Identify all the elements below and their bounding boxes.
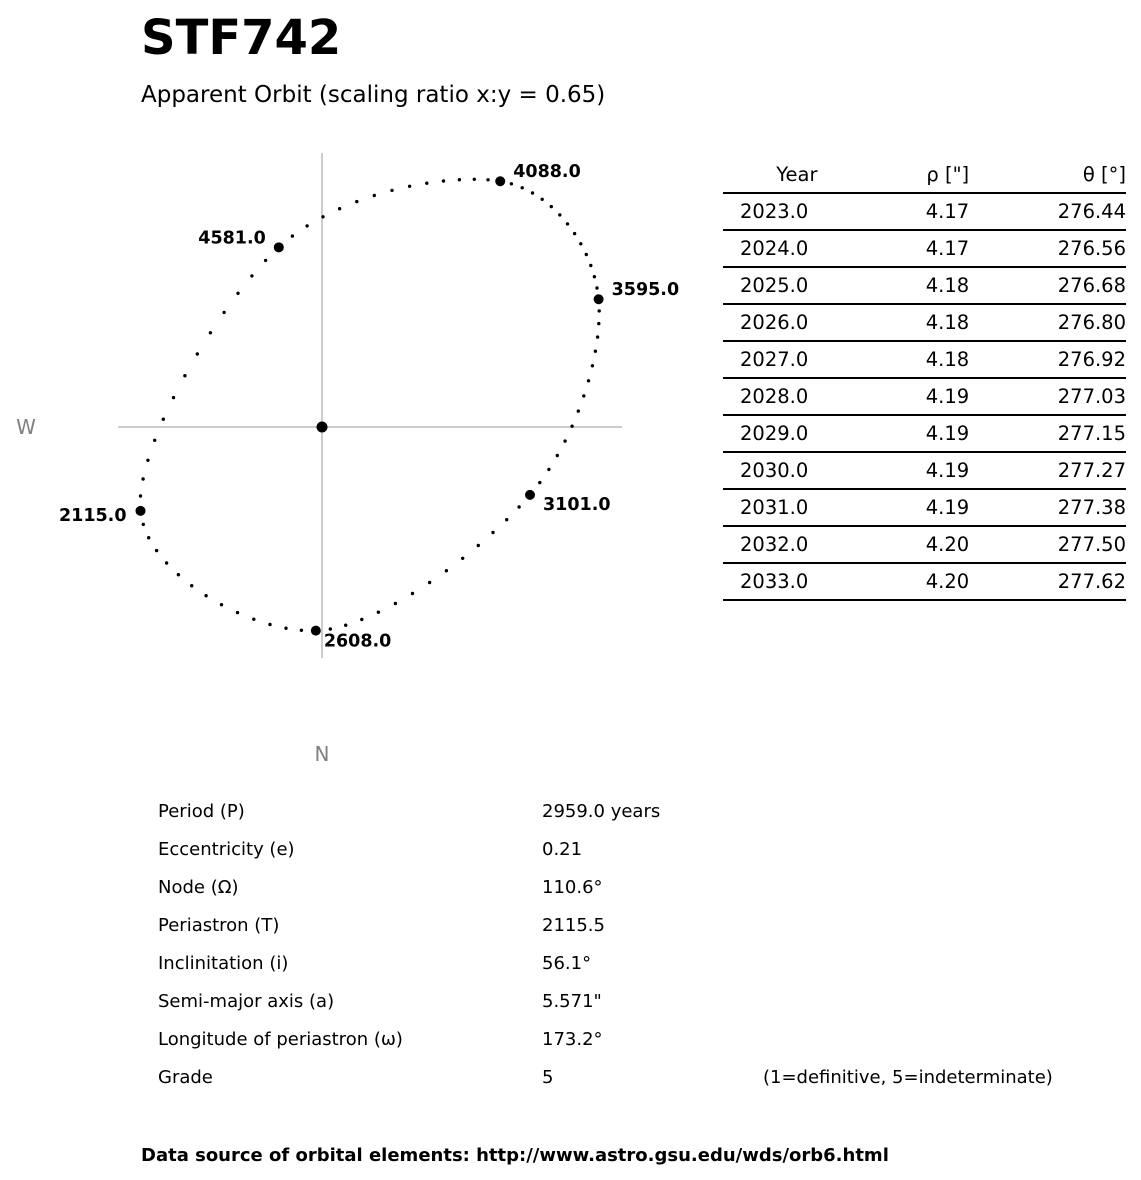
orbit-trace-dot [538,481,541,484]
orbit-trace-dot [162,418,165,421]
orbit-trace-dot [321,215,324,218]
orbit-trace-dot [570,425,573,428]
table-cell-year: 2029.0 [723,415,818,452]
west-direction-label: W [16,415,36,439]
orbit-trace-dot [284,627,287,630]
table-cell-rho: 4.19 [818,489,970,526]
orbit-trace-dot [547,468,550,471]
table-cell-year: 2025.0 [723,267,818,304]
element-label: Node (Ω) [158,877,239,898]
table-row [723,452,1126,489]
orbit-trace-dot [566,222,569,225]
table-cell-year: 2028.0 [723,378,818,415]
orbit-trace-dot [589,264,592,267]
orbit-trace-dot [531,191,534,194]
table-cell-year: 2024.0 [723,230,818,267]
table-cell-rho: 4.17 [818,230,970,267]
table-row [723,230,1126,267]
orbit-point-marker [274,242,284,252]
north-direction-label: N [314,742,330,766]
orbit-trace-dot [139,494,142,497]
element-label: Inclinitation (i) [158,953,289,974]
table-cell-rho: 4.18 [818,267,970,304]
element-row [158,1059,1108,1097]
table-cell-year: 2033.0 [723,563,818,600]
table-cell-theta: 276.92 [969,341,1126,378]
orbit-trace-dot [373,194,376,197]
orbit-point-marker [311,626,321,636]
orbit-trace-dot [252,618,255,621]
orbit-trace-dot [521,186,524,189]
orbit-trace-dot [344,624,347,627]
orbit-trace-dot [153,439,156,442]
orbit-point-marker [594,294,604,304]
table-cell-rho: 4.20 [818,526,970,563]
orbit-trace-dot [408,185,411,188]
element-row [158,945,1108,983]
table-cell-theta: 276.68 [969,267,1126,304]
element-row [158,869,1108,907]
orbit-trace-dot [264,259,267,262]
table-row [723,415,1126,452]
orbit-trace-dot [204,594,207,597]
orbit-trace-dot [190,584,193,587]
orbit-point-label: 3595.0 [611,280,680,301]
table-cell-theta: 277.15 [969,415,1126,452]
page-title: STF742 [141,10,342,66]
orbit-trace-dot [177,573,180,576]
orbit-trace-dot [390,189,393,192]
element-value: 5.571" [542,991,602,1012]
orbit-point-label: 3101.0 [542,494,611,515]
orbit-trace-dot [585,253,588,256]
element-label: Period (P) [158,801,245,822]
table-row [723,304,1126,341]
orbit-trace-dot [355,200,358,203]
element-value: 5 [542,1067,554,1088]
element-label: Grade [158,1067,213,1088]
table-cell-theta: 277.38 [969,489,1126,526]
orbit-trace-dot [209,331,212,334]
orbit-trace-dot [411,592,414,595]
orbit-point-label: 2115.0 [58,505,127,526]
element-value: 2959.0 years [542,801,661,822]
table-cell-rho: 4.19 [818,415,970,452]
orbit-trace-dot [183,374,186,377]
table-cell-rho: 4.18 [818,304,970,341]
orbit-trace-dot [591,364,594,367]
orbit-trace-dot [473,178,476,181]
table-cell-theta: 277.50 [969,526,1126,563]
orbit-trace-dot [329,627,332,630]
table-cell-year: 2027.0 [723,341,818,378]
orbit-trace-dot [172,396,175,399]
orbit-trace-dot [291,234,294,237]
orbit-trace-dot [236,611,239,614]
element-value: 110.6° [542,877,603,898]
element-label: Periastron (T) [158,915,280,936]
table-cell-year: 2023.0 [723,193,818,230]
element-row [158,983,1108,1021]
orbit-trace-dot [147,536,150,539]
orbit-trace-dot [477,544,480,547]
orbit-trace-dot [596,335,599,338]
orbit-point-label: 4088.0 [513,162,581,183]
data-source-footer: Data source of orbital elements: http://www.astro.gsu.edu/wds/orb6.html [141,1145,889,1166]
orbit-trace-dot [563,439,566,442]
orbit-point-marker [495,176,505,186]
table-cell-rho: 4.20 [818,563,970,600]
orbit-trace-dot [510,182,513,185]
table-row [723,341,1126,378]
element-row [158,831,1108,869]
element-value: 2115.5 [542,915,605,936]
orbit-trace-dot [220,603,223,606]
orbit-trace-dot [486,178,489,181]
orbit-trace-dot [541,198,544,201]
table-cell-theta: 276.80 [969,304,1126,341]
orbit-trace-dot [594,350,597,353]
table-cell-theta: 277.03 [969,378,1126,415]
orbit-trace-dot [377,611,380,614]
orbit-point-marker [525,490,535,500]
table-row [723,378,1126,415]
table-row [723,526,1126,563]
page-subtitle: Apparent Orbit (scaling ratio x:y = 0.65) [141,82,606,108]
element-label: Longitude of periastron (ω) [158,1029,403,1050]
element-value: 56.1° [542,953,592,974]
table-cell-year: 2032.0 [723,526,818,563]
table-header-rho: ρ ["] [818,157,970,193]
orbit-trace-dot [573,232,576,235]
table-cell-theta: 277.27 [969,452,1126,489]
orbit-plot [0,140,700,780]
orbit-trace-dot [222,311,225,314]
orbit-trace-dot [556,454,559,457]
element-row [158,1021,1108,1059]
orbit-trace-dot [577,409,580,412]
table-row [723,267,1126,304]
orbit-point-label: 2608.0 [323,631,392,652]
orbit-trace-dot [165,561,168,564]
orbit-trace-dot [587,379,590,382]
orbit-trace-dot [305,224,308,227]
orbit-trace-dot [300,629,303,632]
orbit-trace-dot [394,602,397,605]
orbit-point-label: 4581.0 [198,228,266,249]
orbit-trace-dot [461,557,464,560]
element-value: 0.21 [542,839,583,860]
table-cell-year: 2031.0 [723,489,818,526]
table-header-year: Year [723,157,818,193]
element-value: 173.2° [542,1029,603,1050]
table-cell-year: 2030.0 [723,452,818,489]
orbit-point-marker [136,506,146,516]
table-cell-rho: 4.17 [818,193,970,230]
orbit-trace-dot [146,459,149,462]
orbit-trace-dot [250,274,253,277]
table-header-row [723,157,1126,193]
table-cell-theta: 276.44 [969,193,1126,230]
element-row [158,907,1108,945]
element-row [158,793,1108,831]
orbital-elements [158,793,1108,1097]
orbit-trace-dot [595,286,598,289]
element-label: Semi-major axis (a) [158,991,335,1012]
orbit-trace-dot [442,179,445,182]
orbit-trace-dot [597,322,600,325]
orbit-trace-dot [142,523,145,526]
orbit-trace-dot [425,182,428,185]
orbit-trace-dot [593,275,596,278]
orbit-trace-dot [598,309,601,312]
orbit-trace-dot [428,581,431,584]
table-cell-rho: 4.19 [818,378,970,415]
table-row [723,489,1126,526]
table-header-theta: θ [°] [969,157,1126,193]
orbit-trace-dot [196,352,199,355]
orbit-trace-dot [558,213,561,216]
orbit-trace-dot [338,207,341,210]
orbit-trace-dot [445,569,448,572]
table-body [723,193,1126,600]
orbit-trace-dot [236,292,239,295]
table-cell-rho: 4.18 [818,341,970,378]
orbit-trace-dot [505,518,508,521]
table-row [723,193,1126,230]
table-cell-rho: 4.19 [818,452,970,489]
orbit-trace-dot [582,394,585,397]
ephemeris-table [723,157,1126,601]
orbit-trace-dot [141,477,144,480]
orbit-trace-dot [550,205,553,208]
orbit-trace-dot [268,623,271,626]
table-cell-year: 2026.0 [723,304,818,341]
table-row [723,563,1126,600]
orbit-trace-dot [517,505,520,508]
element-note: (1=definitive, 5=indeterminate) [763,1067,1053,1088]
orbit-trace-dot [491,531,494,534]
orbit-trace-dot [360,618,363,621]
element-label: Eccentricity (e) [158,839,295,860]
orbit-trace-dot [155,549,158,552]
table-cell-theta: 276.56 [969,230,1126,267]
table-cell-theta: 277.62 [969,563,1126,600]
primary-star-marker [317,422,328,433]
orbit-trace-dot [458,178,461,181]
orbit-trace-dot [579,242,582,245]
